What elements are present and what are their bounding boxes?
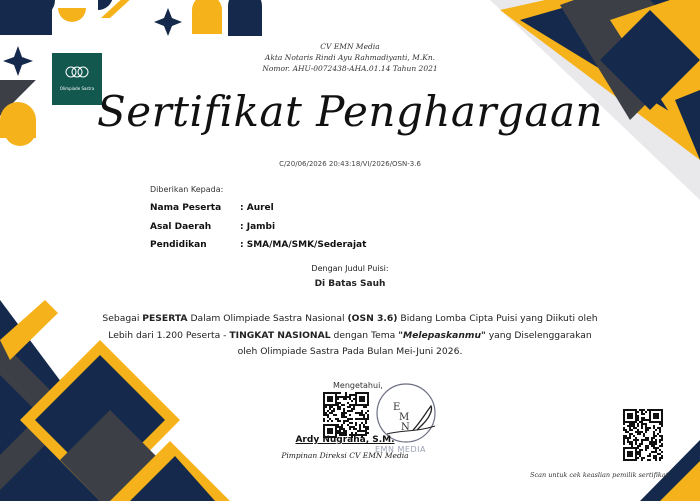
body-text: Bidang Lomba Cipta Puisi yang Diikuti oleh [397, 313, 598, 324]
registration-line: Nomor. AHU-0072438-AHA.01.14 Tahun 2021 [262, 64, 438, 73]
region-value: : Jambi [240, 222, 276, 232]
name-value: : Aurel [240, 203, 274, 213]
region-label: Asal Daerah [150, 222, 212, 232]
svg-text:N: N [401, 422, 410, 433]
recipient-region-row [150, 222, 275, 232]
body-text: Sebagai [102, 313, 143, 324]
education-value: : SMA/MA/SMK/Sederajat [240, 240, 367, 250]
scan-note: Scan untuk cek keaslian pemilik sertifikat. [530, 471, 671, 479]
body-line-1 [0, 313, 700, 324]
recipient-name-row [150, 203, 274, 213]
body-text: yang Diselenggarakan [485, 330, 592, 341]
organization-name: CV EMN Media [320, 42, 380, 51]
certificate-number: C/20/06/2026 20:43:18/VI/2026/OSN-3.6 [279, 160, 421, 168]
signatory-role: Pimpinan Direksi CV EMN Media [281, 451, 409, 460]
body-text: Dalam Olimpiade Sastra Nasional [187, 313, 348, 324]
svg-text:E: E [393, 402, 401, 413]
verification-qr-code [323, 392, 369, 438]
logo-label: Olimpiade Sastra [59, 86, 95, 91]
event-code: (OSN 3.6) [347, 313, 398, 324]
level-text: TINGKAT NASIONAL [229, 330, 331, 341]
svg-text:M: M [399, 412, 410, 423]
education-label: Pendidikan [150, 240, 207, 250]
given-to-label: Diberikan Kepada: [150, 185, 224, 194]
body-text: Lebih dari 1.200 Peserta - [108, 330, 230, 341]
participant-role: PESERTA [142, 313, 188, 324]
poem-title: Di Batas Sauh [314, 279, 386, 289]
recipient-education-row [150, 240, 366, 250]
authenticity-qr-code [623, 409, 663, 461]
poem-label: Dengan Judul Puisi: [311, 264, 389, 273]
acknowledged-label: Mengetahui, [333, 381, 383, 390]
emn-media-watermark: EMN MEDIA [375, 445, 426, 454]
signatory-name: Ardy Nugraha, S.M. [295, 435, 395, 445]
certificate-title: Sertifikat Penghargaan [96, 87, 604, 136]
body-line-2 [0, 330, 700, 341]
body-text: dengan Tema [330, 330, 399, 341]
name-label: Nama Peserta [150, 203, 222, 213]
theme-text: "Melepaskanmu" [398, 330, 486, 341]
notary-line: Akta Notaris Rindi Ayu Rahmadiyanti, M.Kn. [264, 53, 436, 62]
body-line-3: oleh Olimpiade Sastra Pada Bulan Mei-Juni 2026. [237, 346, 463, 357]
